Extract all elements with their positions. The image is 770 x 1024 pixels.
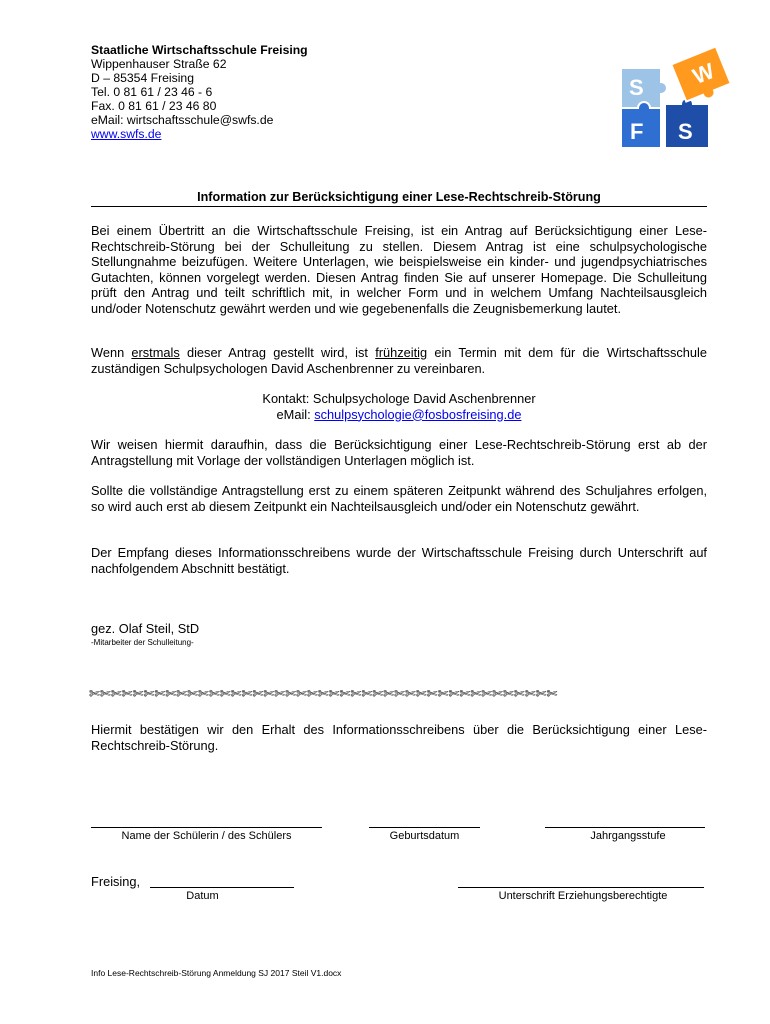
paragraph-notice: Wir weisen hiermit daraufhin, dass die Berücksichtigung einer Lese-Rechtschreib-Störung erst ab der Antragstellung mit Vorlage der vollständigen Unterlagen möglich ist.	[91, 437, 707, 468]
logo-letter-s: S	[629, 75, 644, 100]
contact-block	[91, 391, 707, 422]
contact-email-prefix: eMail:	[276, 406, 315, 422]
school-email: eMail: wirtschaftsschule@swfs.de	[91, 113, 274, 127]
website-link[interactable]: www.swfs.de	[91, 127, 162, 141]
contact-email-link[interactable]: schulpsychologie@fosbosfreising.de	[314, 406, 522, 422]
place-text: Freising,	[91, 874, 141, 889]
logo-letter-w: W	[689, 58, 718, 90]
swfs-logo	[617, 46, 735, 150]
contact-person: Kontakt: Schulpsychologe David Aschenbrenner	[262, 391, 536, 406]
text-segment: ein Termin mit dem für die Wirtschaftsschule zuständigen Schulpsychologen David Aschenbrenner zu vereinbaren.	[91, 345, 707, 376]
street-address: Wippenhauser Straße 62	[91, 57, 227, 71]
date-label: Datum	[186, 890, 219, 902]
guardian-signature-line	[458, 887, 704, 888]
paragraph-application: Bei einem Übertritt an die Wirtschaftsschule Freising, ist ein Antrag auf Berücksichtigung einer Lese-Rechtschreib-Störung bei der Schulleitung zu stellen. Diesem Antrag ist eine schulpsychologische Stellungnahme beizufügen. Weitere Unterlagen, wie beispielsweise ein kinder- und jugendpsychiatrisches Gutachten, können vorgelegt werden. Diesen Antrag finden Sie auf unserer Homepage. Die Schulleitung prüft den Antrag und teilt schriftlich mit, in welcher Form und in welchem Umfang Nachteilsausgleich und/oder Notenschutz gewährt werden und wie gegebenenfalls die Zeugnisbemerkung lautet.	[91, 223, 707, 316]
paragraph-late-application: Sollte die vollständige Antragstellung erst zu einem späteren Zeitpunkt während des Schuljahres erfolgen, so wird auch erst ab diesem Zeitpunkt ein Nachteilsausgleich und/oder ein Notenschutz gewährt.	[91, 483, 707, 514]
logo-letter-f: F	[630, 119, 644, 144]
student-name-label: Name der Schülerin / des Schülers	[121, 830, 292, 842]
guardian-signature-label: Unterschrift Erziehungsberechtigte	[498, 890, 668, 902]
phone-number: Tel. 0 81 61 / 23 46 - 6	[91, 85, 213, 99]
date-line	[150, 887, 294, 888]
school-name: Staatliche Wirtschaftsschule Freising	[91, 43, 308, 57]
signature-name: gez. Olaf Steil, StD	[91, 621, 200, 636]
grade-line	[545, 827, 705, 828]
grade-label: Jahrgangsstufe	[590, 830, 666, 842]
document-title: Information zur Berücksichtigung einer Lese-Rechtschreib-Störung	[91, 190, 707, 207]
footer-filename: Info Lese-Rechtschreib-Störung Anmeldung SJ 2017 Steil V1.docx	[91, 968, 342, 978]
scissors-cut-line: ✄✄✄✄✄✄✄✄✄✄✄✄✄✄✄✄✄✄✄✄✄✄✄✄✄✄✄✄✄✄✄✄✄✄✄✄✄✄✄✄✄✄✄	[89, 686, 558, 701]
student-name-line	[91, 827, 322, 828]
city-address: D – 85354 Freising	[91, 71, 194, 85]
contact-email-line	[91, 407, 707, 423]
text-segment: Wenn	[91, 345, 132, 360]
logo-letter-s2: S	[678, 119, 693, 144]
fax-number: Fax. 0 81 61 / 23 46 80	[91, 99, 217, 113]
text-segment: dieser Antrag gestellt wird, ist	[179, 345, 376, 360]
paragraph-appointment	[91, 345, 707, 376]
confirmation-text: Hiermit bestätigen wir den Erhalt des Informationsschreibens über die Berücksichtigung einer Lese-Rechtschreib-Störung.	[91, 722, 707, 753]
birthdate-label: Geburtsdatum	[389, 830, 460, 842]
letterhead	[91, 43, 308, 141]
signature-role: -Mitarbeiter der Schulleitung-	[91, 638, 194, 647]
birthdate-line	[369, 827, 480, 828]
emphasis-fruehzeitig: frühzeitig	[375, 345, 428, 360]
paragraph-receipt: Der Empfang dieses Informationsschreibens wurde der Wirtschaftsschule Freising durch Unterschrift auf nachfolgendem Abschnitt bestätigt.	[91, 545, 707, 576]
emphasis-erstmals: erstmals	[131, 345, 180, 360]
